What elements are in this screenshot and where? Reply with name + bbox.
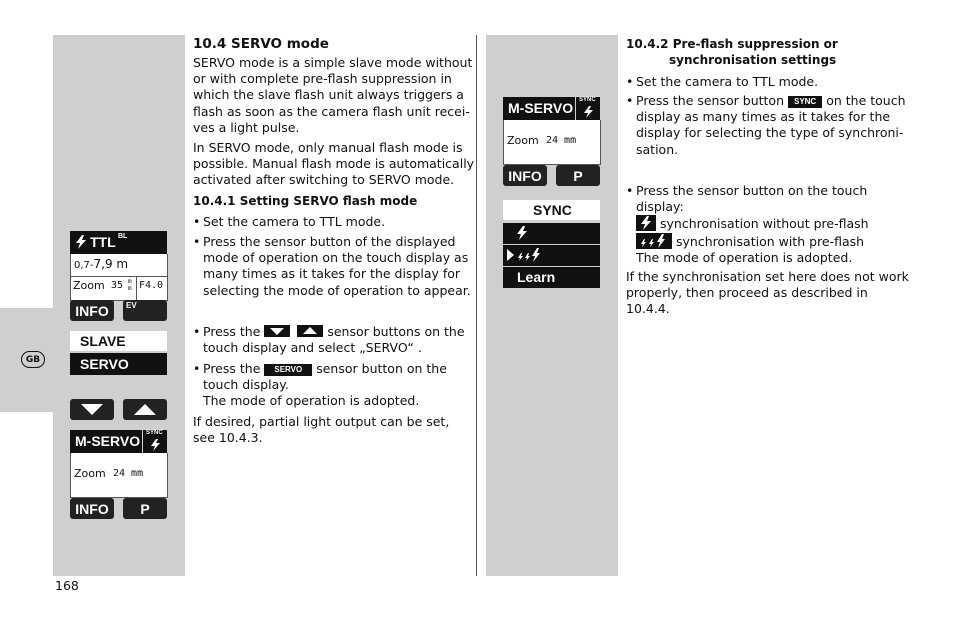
option-preflash: synchronisation with pre-flash [636,233,869,250]
sync-option-single-flash[interactable] [503,223,600,244]
preflash-icon [517,248,543,262]
arrow-down-button[interactable] [70,399,114,420]
flash-icon [517,226,527,240]
page-number: 168 [55,578,79,593]
column-divider [476,35,477,576]
triangle-down-icon [270,328,284,335]
sync-mini-button[interactable]: SYNC [576,97,600,120]
arrow-up-button[interactable] [123,399,167,420]
flash-icon [584,106,593,118]
mservo-mode-bar[interactable]: M-SERVO [503,97,575,120]
inline-sync-key: SYNC [788,96,822,108]
bullet-4: • Press the SERVO sensor button on the touch display. The mode of operation is adopted. [193,361,447,409]
inline-servo-key: SERVO [264,364,312,376]
p-button[interactable]: P [123,498,167,519]
language-tab [21,351,45,368]
selection-arrow-icon [507,249,514,261]
info-button[interactable]: INFO [70,498,114,519]
info-button[interactable]: INFO [70,300,114,321]
para3: If desired, partial light output can be set, see 10.4.3. [193,414,450,446]
zoom-label: Zoom [507,134,539,147]
bullet-2: • Press the sensor button of the displayed mode of operation on the touch display as many times as it takes for the display for selecting the mode of operation to appear. [193,234,471,298]
zoom-value: 24 mm [113,468,144,479]
inline-down-key [264,325,290,337]
mservo-display [70,453,168,498]
triangle-up-icon [134,404,156,415]
ev-label: EV [126,301,137,310]
divider [71,276,167,277]
ttl-mode-bar[interactable] [70,231,167,254]
preflash-key-icon [636,233,672,249]
range-line: 0,7-7,9 m [74,257,129,271]
ttl-display [70,254,168,301]
zoom-unit-top: m [128,278,132,285]
bullet-3: • Press the sensor buttons on the touch display and select „SERVO“ . [193,324,465,356]
bullet-1: • Set the camera to TTL mode. [193,214,386,229]
para-sync-note: If the synchronisation set here does not work properly, then proceed as described in 10.4.4. [626,269,909,317]
para1: SERVO mode is a simple slave mode without or with complete pre-flash suppression in which the slave flash unit always triggers a flash as soon as the camera flash unit recei- ves a light pulse. [193,55,473,135]
zoom-value: 24 mm [546,135,577,146]
inline-up-key [297,325,323,337]
section-title: 10.4 SERVO mode [193,36,329,52]
p-button[interactable]: P [556,165,600,186]
divider-v [136,276,137,300]
learn-button[interactable]: Learn [503,267,600,288]
sync-mini-button[interactable]: SYNC [143,430,167,453]
flash-auto-icon [75,235,87,249]
menu-item-servo[interactable]: SERVO [70,353,167,375]
bullet-ttl: • Set the camera to TTL mode. [626,74,819,89]
mservo-mode-bar[interactable]: M-SERVO [70,430,142,453]
menu-item-slave[interactable]: SLAVE [70,331,167,351]
zoom-value: 35 [111,280,124,291]
ttl-label: TTL [90,234,116,250]
zoom-unit-bot: m [128,285,132,292]
zoom-label: Zoom [73,279,105,292]
para2: In SERVO mode, only manual flash mode is possible. Manual flash mode is automatically activated after switching to SERVO mode. [193,140,475,188]
ttl-super: BL [118,233,128,240]
bullet-sync-button: • Press the sensor button SYNC on the touch display as many times as it takes for the display for selecting the type of synchroni- sation. [626,93,906,157]
triangle-down-icon [81,404,103,415]
option-no-preflash: synchronisation without pre-flash [636,215,869,232]
ev-button[interactable] [123,300,167,321]
aperture-value: F4.0 [139,280,164,291]
triangle-up-icon [303,327,317,334]
section-title-10-4-2: 10.4.2 Pre-flash suppression or synchronisation settings [626,37,838,68]
sync-header: SYNC [503,200,600,220]
sync-option-preflash[interactable] [503,245,600,266]
flash-icon [151,439,160,451]
info-button[interactable]: INFO [503,165,547,186]
bullet-select: • Press the sensor button on the touch display: synchronisation without pre-flash synchronisation with pre-flash The mode of operation is adopted. [626,183,869,265]
zoom-label: Zoom [74,467,106,480]
single-flash-key-icon [636,215,656,231]
subsection-title: 10.4.1 Setting SERVO flash mode [193,194,418,208]
mservo-display [503,120,601,165]
language-tab-label: GB [25,354,41,365]
